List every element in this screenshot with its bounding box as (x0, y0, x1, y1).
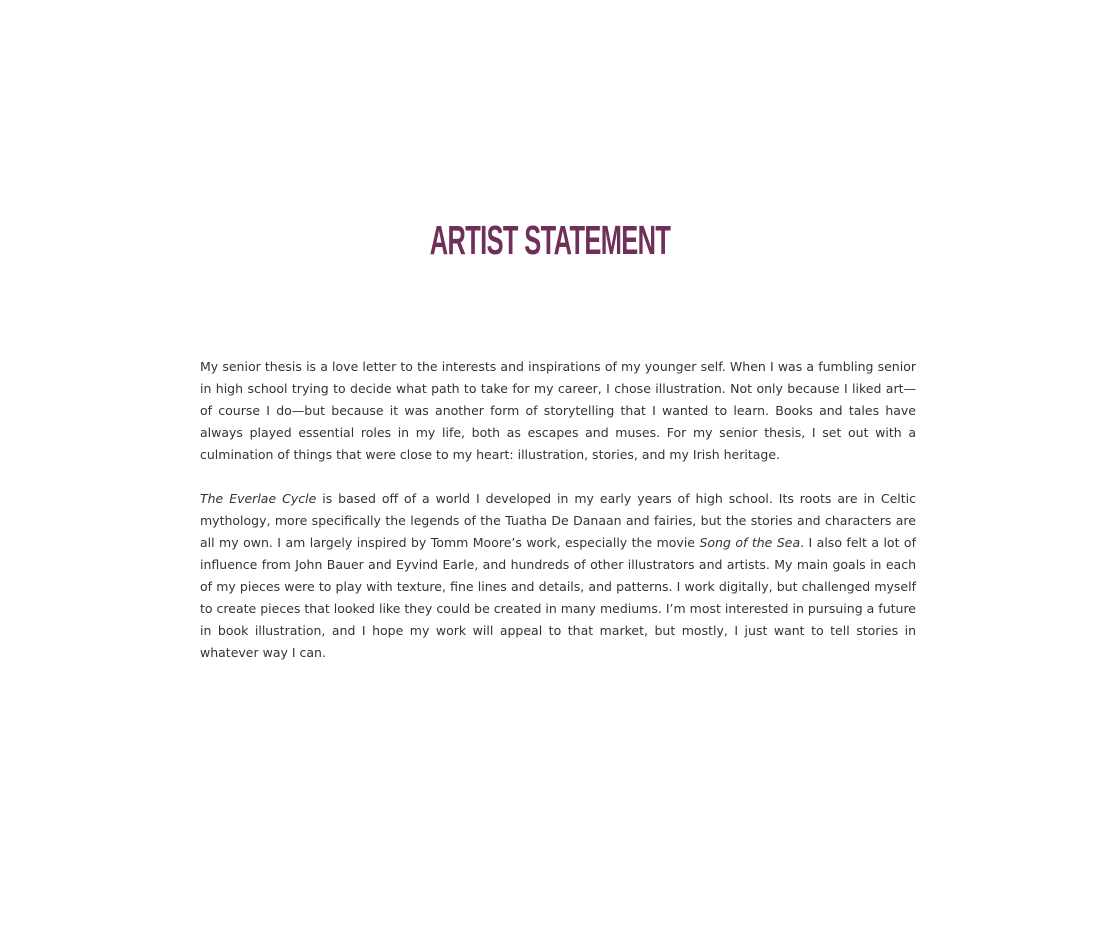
paragraph-everlae (200, 488, 916, 664)
paragraph-everlae-part1: is based off of a world I developed in my early years of high school. Its roots are in Celtic mythology, more specifically the legends of the Tuatha De Danaan and fairies, but the stories and characters are all my own. I am largely inspired by Tomm Moore’s work, especially the movie (200, 491, 916, 550)
paragraph-everlae-part2: . I also felt a lot of influence from John Bauer and Eyvind Earle, and hundreds of other illustrators and artists. My main goals in each of my pieces were to play with texture, fine lines and details, and patterns. I work digitally, but challenged myself to create pieces that looked like they could be created in many mediums. I’m most interested in pursuing a future in book illustration, and I hope my work will appeal to that market, but mostly, I just want to tell stories in whatever way I can. (200, 535, 916, 660)
movie-title: Song of the Sea (699, 535, 801, 550)
page-title: ARTIST STATEMENT (429, 217, 671, 263)
paragraph-intro: My senior thesis is a love letter to the interests and inspirations of my younger self. When I was a fumbling senior in high school trying to decide what path to take for my career, I chose illustration. Not only because I liked art—of course I do—but because it was another form of storytelling that I wanted to learn. Books and tales have always played essential roles in my life, both as escapes and muses. For my senior thesis, I set out with a culmination of things that were close to my heart: illustration, stories, and my Irish heritage. (200, 359, 916, 462)
work-title: The Everlae Cycle (200, 491, 317, 506)
artist-statement-body (200, 356, 916, 664)
